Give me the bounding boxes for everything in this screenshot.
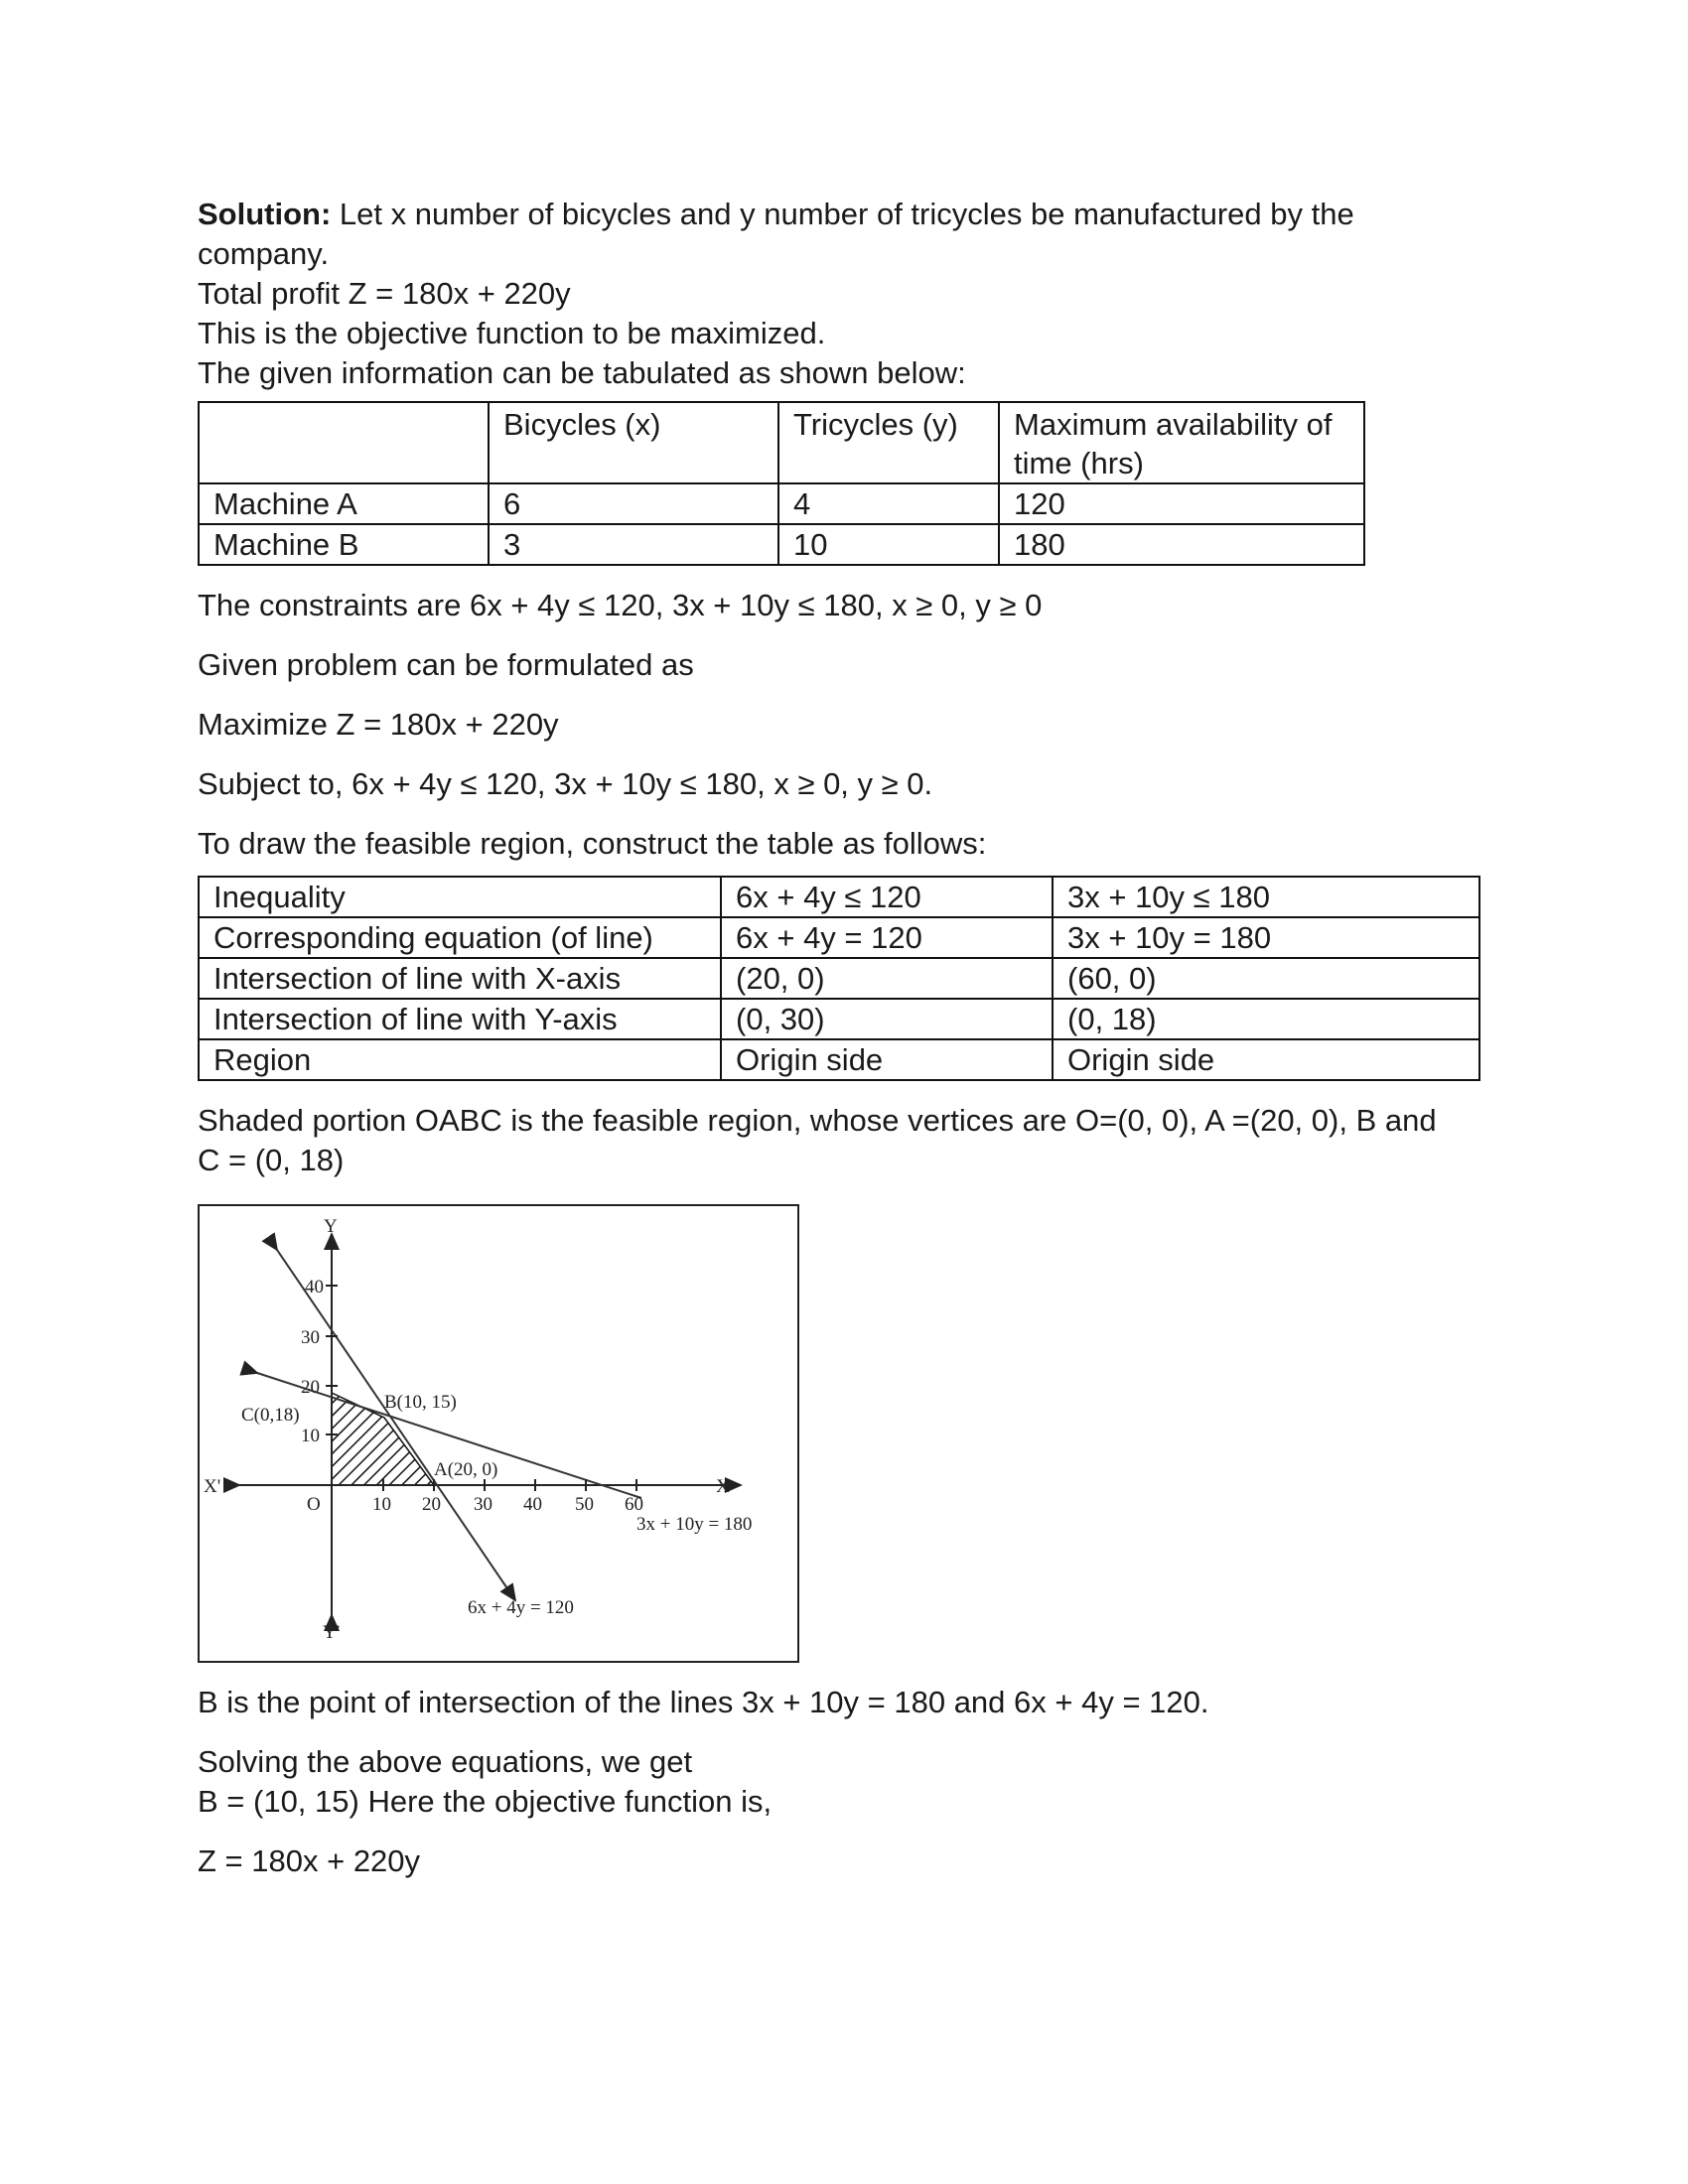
constraints-statement: The constraints are 6x + 4y ≤ 120, 3x + 10y ≤ 180, x ≥ 0, y ≥ 0 (198, 588, 1043, 622)
table-cell: Machine A (199, 483, 489, 524)
table-cell: (0, 30) (721, 999, 1053, 1039)
objective-statement: This is the objective function to be maximized. (198, 316, 826, 350)
x-tick-label: 50 (575, 1494, 594, 1515)
table-cell: 3 (489, 524, 778, 565)
table-cell: 6x + 4y ≤ 120 (721, 877, 1053, 917)
table-cell: 3x + 10y ≤ 180 (1053, 877, 1479, 917)
table-cell: Tricycles (y) (778, 402, 999, 483)
x-tick-label: 20 (422, 1494, 441, 1515)
feasible-region-table (198, 876, 1480, 1081)
table-cell: Origin side (1053, 1039, 1479, 1080)
table-row (199, 524, 1364, 565)
table-row (199, 999, 1479, 1039)
solution-intro (198, 195, 1449, 274)
y-tick-label: 30 (301, 1327, 320, 1348)
table-row (199, 483, 1364, 524)
b-intersection-statement: B is the point of intersection of the lines 3x + 10y = 180 and 6x + 4y = 120. (198, 1685, 1209, 1719)
subject-statement: Subject to, 6x + 4y ≤ 120, 3x + 10y ≤ 180, x ≥ 0, y ≥ 0. (198, 766, 933, 801)
feasible-region-graph (198, 1204, 799, 1663)
table-cell: 10 (778, 524, 999, 565)
profit-statement: Total profit Z = 180x + 220y (198, 276, 571, 311)
table-cell: Bicycles (x) (489, 402, 778, 483)
solving-statement: Solving the above equations, we get (198, 1744, 693, 1779)
maximize-statement: Maximize Z = 180x + 220y (198, 707, 559, 742)
y-neg-axis-label: Y' (323, 1622, 341, 1643)
table-cell (199, 402, 489, 483)
tabulated-statement: The given information can be tabulated as shown below: (198, 355, 966, 390)
y-tick-label: 40 (305, 1277, 324, 1297)
point-b-label: B(10, 15) (384, 1392, 457, 1413)
x-tick-label: 30 (474, 1494, 492, 1515)
shaded-statement: Shaded portion OABC is the feasible region, whose vertices are O=(0, 0), A =(20, 0), B and C = (0, 18) (198, 1103, 1437, 1177)
solution-label: Solution: (198, 197, 332, 231)
table-cell: 3x + 10y = 180 (1053, 917, 1479, 958)
table-cell: 120 (999, 483, 1364, 524)
table-cell: Corresponding equation (of line) (199, 917, 721, 958)
table-cell: Inequality (199, 877, 721, 917)
x-tick-label: 10 (372, 1494, 391, 1515)
table-cell: Region (199, 1039, 721, 1080)
x-tick-label: 60 (625, 1494, 643, 1515)
table-cell: (20, 0) (721, 958, 1053, 999)
y-axis-label: Y (324, 1216, 338, 1237)
x-tick-label: 40 (523, 1494, 542, 1515)
point-c-label: C(0,18) (241, 1405, 300, 1426)
line-6x-4y-label: 6x + 4y = 120 (468, 1597, 574, 1618)
table-cell: 6x + 4y = 120 (721, 917, 1053, 958)
table-cell: 180 (999, 524, 1364, 565)
table-cell: Maximum availability of time (hrs) (999, 402, 1364, 483)
table-cell: Origin side (721, 1039, 1053, 1080)
table-cell: (60, 0) (1053, 958, 1479, 999)
graph-svg (200, 1206, 797, 1661)
table-row (199, 402, 1364, 483)
table-cell: Machine B (199, 524, 489, 565)
table-row (199, 877, 1479, 917)
table-row (199, 958, 1479, 999)
x-axis-label: X (716, 1476, 730, 1497)
table-row (199, 1039, 1479, 1080)
x-neg-axis-label: X' (204, 1476, 221, 1497)
table-row (199, 917, 1479, 958)
b-value-statement: B = (10, 15) Here the objective function is, (198, 1784, 773, 1819)
solution-document (198, 195, 1488, 1881)
table-cell: 4 (778, 483, 999, 524)
machine-time-table (198, 401, 1365, 566)
table-cell: Intersection of line with Y-axis (199, 999, 721, 1039)
z-statement: Z = 180x + 220y (198, 1843, 421, 1878)
table-cell: Intersection of line with X-axis (199, 958, 721, 999)
origin-label: O (307, 1494, 321, 1515)
y-tick-label: 10 (301, 1426, 320, 1446)
y-tick-label: 20 (301, 1377, 320, 1398)
point-a-label: A(20, 0) (434, 1459, 498, 1480)
line-3x-10y-label: 3x + 10y = 180 (636, 1514, 753, 1535)
table-cell: (0, 18) (1053, 999, 1479, 1039)
formulated-statement: Given problem can be formulated as (198, 647, 694, 682)
construct-statement: To draw the feasible region, construct the table as follows: (198, 826, 987, 861)
table-cell: 6 (489, 483, 778, 524)
solution-text: Let x number of bicycles and y number of tricycles be manufactured by the company. (198, 197, 1354, 271)
